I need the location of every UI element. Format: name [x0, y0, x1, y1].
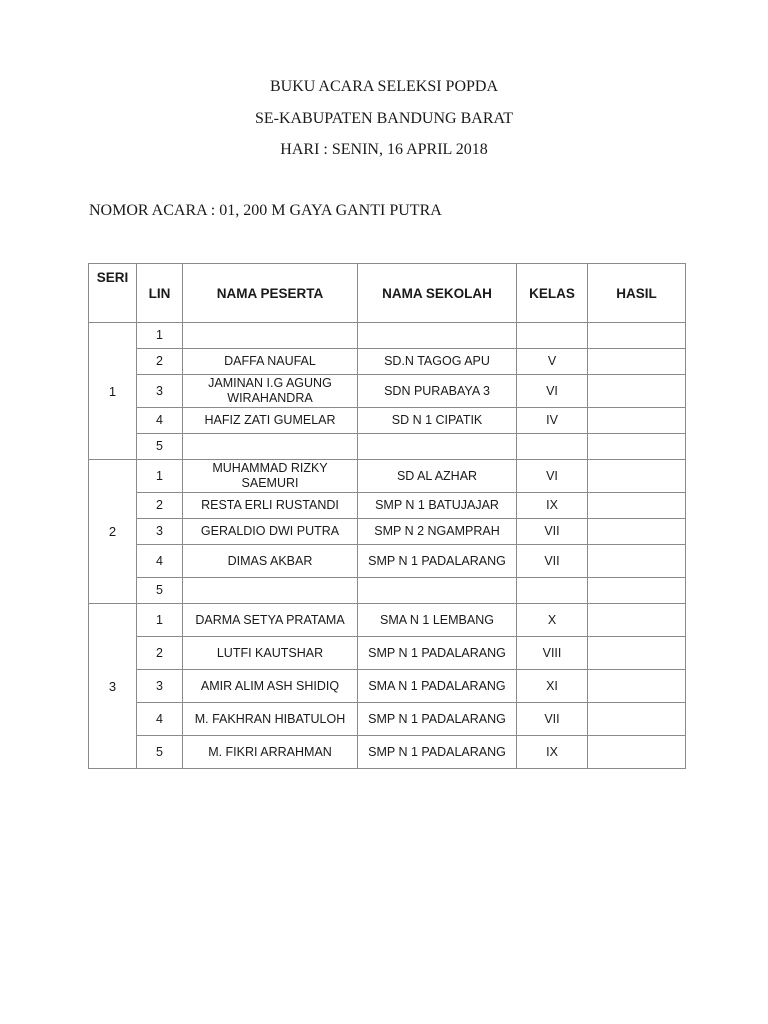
table-row — [89, 637, 686, 670]
sekolah-text: SDN PURABAYA 3 — [384, 383, 490, 398]
lin-cell — [137, 736, 183, 769]
sekolah-cell — [358, 637, 517, 670]
nama-text: LUTFI KAUTSHAR — [216, 645, 324, 660]
nama-cell — [183, 434, 358, 460]
kelas-cell — [517, 493, 588, 519]
nama-cell — [183, 493, 358, 519]
sekolah-cell — [358, 703, 517, 736]
nama-cell — [183, 519, 358, 545]
table-row — [89, 670, 686, 703]
lin-cell — [137, 323, 183, 349]
nama-cell — [183, 670, 358, 703]
sekolah-cell — [358, 545, 517, 578]
table-row — [89, 604, 686, 637]
lin-cell — [137, 408, 183, 434]
table-row — [89, 545, 686, 578]
kelas-text: XI — [546, 678, 558, 693]
lin-cell — [137, 670, 183, 703]
sekolah-cell — [358, 349, 517, 375]
lin-text: 4 — [156, 711, 163, 726]
table-row — [89, 493, 686, 519]
kelas-text: VII — [544, 524, 560, 538]
hasil-cell — [588, 578, 686, 604]
table-row — [89, 349, 686, 375]
event-title: NOMOR ACARA : 01, 200 M GAYA GANTI PUTRA — [89, 202, 442, 219]
column-header-seri: SERI — [89, 264, 137, 323]
table-row — [89, 519, 686, 545]
seri-cell: 1 — [89, 323, 137, 460]
nama-cell — [183, 637, 358, 670]
sekolah-cell — [358, 519, 517, 545]
hasil-cell — [588, 375, 686, 408]
sekolah-text: SMA N 1 PADALARANG — [368, 678, 506, 693]
sekolah-cell — [358, 375, 517, 408]
table-row — [89, 408, 686, 434]
kelas-cell — [517, 375, 588, 408]
nama-text: M. FAKHRAN HIBATULOH — [194, 711, 346, 726]
column-header-sekolah: NAMA SEKOLAH — [358, 264, 517, 323]
nama-cell — [183, 703, 358, 736]
lin-text: 5 — [156, 744, 163, 759]
sekolah-cell — [358, 493, 517, 519]
lin-cell — [137, 375, 183, 408]
nama-cell — [183, 349, 358, 375]
hasil-cell — [588, 408, 686, 434]
nama-text: AMIR ALIM ASH SHIDIQ — [200, 678, 340, 693]
sekolah-cell — [358, 323, 517, 349]
lin-text: 1 — [156, 468, 163, 483]
sekolah-cell — [358, 460, 517, 493]
document-date: HARI : SENIN, 16 APRIL 2018 — [280, 141, 488, 158]
lin-cell — [137, 545, 183, 578]
seri-cell: 2 — [89, 460, 137, 604]
hasil-cell — [588, 434, 686, 460]
nama-text: DIMAS AKBAR — [227, 553, 313, 568]
table-row — [89, 460, 686, 493]
sekolah-cell — [358, 604, 517, 637]
sekolah-cell — [358, 434, 517, 460]
kelas-cell — [517, 670, 588, 703]
lin-cell — [137, 493, 183, 519]
hasil-cell — [588, 703, 686, 736]
lin-cell — [137, 349, 183, 375]
kelas-text: V — [547, 354, 557, 368]
hasil-cell — [588, 493, 686, 519]
kelas-cell — [517, 545, 588, 578]
kelas-text: X — [547, 612, 557, 627]
column-header-kelas: KELAS — [517, 264, 588, 323]
document-title: BUKU ACARA SELEKSI POPDA — [269, 78, 499, 95]
nama-text: M. FIKRI ARRAHMAN — [208, 744, 332, 759]
hasil-cell — [588, 519, 686, 545]
lin-cell — [137, 460, 183, 493]
table-row — [89, 323, 686, 349]
nama-text: RESTA ERLI RUSTANDI — [201, 498, 339, 512]
kelas-cell — [517, 604, 588, 637]
lin-text: 3 — [156, 383, 163, 398]
kelas-cell — [517, 637, 588, 670]
sekolah-cell — [358, 736, 517, 769]
kelas-cell — [517, 703, 588, 736]
nama-text: HAFIZ ZATI GUMELAR — [204, 413, 336, 427]
header-row — [89, 264, 686, 323]
lin-text: 1 — [156, 328, 163, 342]
table-row — [89, 375, 686, 408]
hasil-cell — [588, 460, 686, 493]
document-subtitle: SE-KABUPATEN BANDUNG BARAT — [254, 110, 514, 127]
sekolah-text: SMP N 1 PADALARANG — [368, 711, 506, 726]
kelas-cell — [517, 434, 588, 460]
table-row — [89, 703, 686, 736]
kelas-cell — [517, 349, 588, 375]
sekolah-text: SD N 1 CIPATIK — [391, 413, 483, 427]
kelas-cell — [517, 408, 588, 434]
kelas-cell — [517, 578, 588, 604]
sekolah-cell — [358, 408, 517, 434]
lin-text: 1 — [156, 612, 163, 627]
column-header-lin: LIN — [137, 264, 183, 323]
kelas-text: VI — [546, 468, 558, 483]
lin-text: 2 — [156, 354, 163, 368]
nama-cell — [183, 578, 358, 604]
lin-text: 3 — [156, 678, 163, 693]
nama-text: JAMINAN I.G AGUNG WIRAHANDRA — [208, 376, 332, 405]
kelas-cell — [517, 519, 588, 545]
kelas-cell — [517, 736, 588, 769]
lin-cell — [137, 637, 183, 670]
column-header-hasil: HASIL — [588, 264, 686, 323]
kelas-text: VII — [544, 553, 560, 568]
kelas-cell — [517, 323, 588, 349]
nama-cell — [183, 408, 358, 434]
lin-text: 4 — [156, 553, 163, 568]
lin-text: 5 — [156, 439, 163, 453]
sekolah-text: SMP N 1 PADALARANG — [368, 744, 506, 759]
hasil-cell — [588, 736, 686, 769]
lin-text: 2 — [156, 645, 163, 660]
nama-cell — [183, 323, 358, 349]
sekolah-text: SMP N 1 PADALARANG — [368, 553, 506, 568]
hasil-cell — [588, 637, 686, 670]
hasil-cell — [588, 670, 686, 703]
sekolah-text: SD.N TAGOG APU — [384, 354, 490, 368]
lin-cell — [137, 578, 183, 604]
nama-text: DARMA SETYA PRATAMA — [195, 612, 345, 627]
table-row — [89, 736, 686, 769]
results-body — [89, 323, 686, 769]
table-row — [89, 434, 686, 460]
nama-cell — [183, 545, 358, 578]
hasil-cell — [588, 604, 686, 637]
column-header-nama: NAMA PESERTA — [183, 264, 358, 323]
nama-cell — [183, 736, 358, 769]
lin-text: 2 — [156, 498, 163, 512]
nama-text: DAFFA NAUFAL — [224, 354, 316, 368]
nama-cell — [183, 604, 358, 637]
nama-cell — [183, 460, 358, 493]
sekolah-text: SMP N 1 PADALARANG — [368, 645, 506, 660]
hasil-cell — [588, 545, 686, 578]
sekolah-text: SMA N 1 LEMBANG — [380, 612, 494, 627]
table-row — [89, 578, 686, 604]
hasil-cell — [588, 349, 686, 375]
kelas-text: VII — [544, 711, 560, 726]
sekolah-text: SMP N 2 NGAMPRAH — [374, 524, 500, 538]
nama-text: MUHAMMAD RIZKY SAEMURI — [212, 461, 328, 490]
kelas-text: VI — [546, 383, 558, 398]
sekolah-text: SMP N 1 BATUJAJAR — [375, 498, 499, 512]
lin-text: 4 — [156, 413, 163, 427]
lin-text: 3 — [156, 524, 163, 538]
nama-text: GERALDIO DWI PUTRA — [200, 524, 340, 538]
nama-cell — [183, 375, 358, 408]
kelas-text: VIII — [542, 645, 562, 660]
results-table — [88, 263, 686, 769]
seri-cell: 3 — [89, 604, 137, 769]
lin-cell — [137, 604, 183, 637]
sekolah-cell — [358, 578, 517, 604]
lin-cell — [137, 703, 183, 736]
kelas-text: IV — [546, 413, 558, 427]
hasil-cell — [588, 323, 686, 349]
lin-text: 5 — [156, 583, 163, 597]
kelas-cell — [517, 460, 588, 493]
kelas-text: IX — [546, 744, 558, 759]
kelas-text: IX — [546, 498, 558, 512]
lin-cell — [137, 519, 183, 545]
sekolah-text: SD AL AZHAR — [396, 468, 478, 483]
sekolah-cell — [358, 670, 517, 703]
lin-cell — [137, 434, 183, 460]
